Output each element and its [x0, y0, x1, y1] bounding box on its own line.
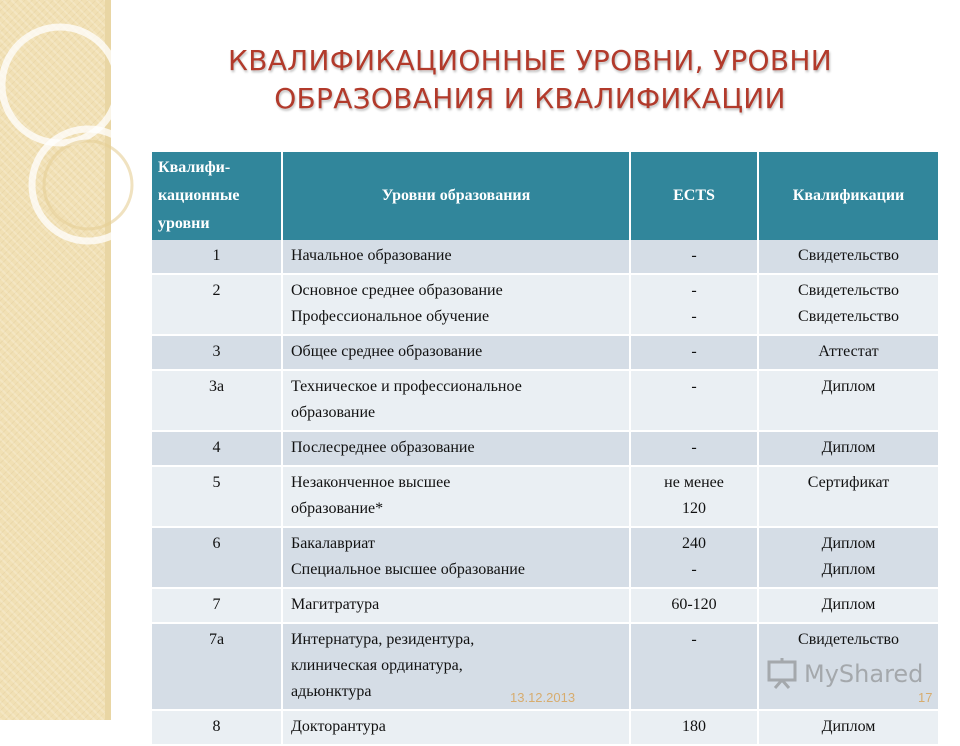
slide-page-number: 17 [918, 690, 933, 705]
education-line: образование [291, 404, 376, 421]
presentation-board-icon [766, 658, 798, 690]
cell-qualification [758, 466, 938, 527]
table-row [152, 240, 938, 274]
cell-level: 1 [152, 240, 282, 274]
table-header-row [152, 152, 938, 240]
slide-date: 13.12.2013 [510, 690, 576, 705]
qualification-line: Свидетельство [798, 282, 899, 299]
cell-ects [630, 431, 758, 466]
education-line: Незаконченное высшее [291, 474, 451, 491]
cell-education [282, 370, 630, 431]
qualification-line: Свидетельство [798, 247, 899, 264]
ects-line: 180 [682, 718, 706, 735]
cell-education [282, 588, 630, 623]
slide-title [150, 42, 910, 118]
education-line: Общее среднее образование [291, 343, 483, 360]
education-line: адьюнктура [291, 683, 372, 700]
qualification-line: Сертификат [807, 474, 890, 491]
table-row [152, 710, 938, 745]
cell-level: 2 [152, 274, 282, 335]
cell-qualification [758, 431, 938, 466]
education-line: Основное среднее образование [291, 282, 503, 299]
ects-line: 60-120 [671, 596, 717, 613]
table-row [152, 527, 938, 588]
cell-level: 7 [152, 588, 282, 623]
cell-qualification [758, 370, 938, 431]
cell-qualification [758, 240, 938, 274]
qualification-line: Диплом [821, 718, 876, 735]
qualification-line: Диплом [821, 535, 876, 552]
cell-ects [630, 527, 758, 588]
cell-level: 6 [152, 527, 282, 588]
cell-ects [630, 274, 758, 335]
cell-level: 4 [152, 431, 282, 466]
ects-line: - [691, 343, 697, 360]
ring-upper [2, 27, 118, 143]
watermark [766, 656, 923, 692]
table-row [152, 335, 938, 370]
education-line: образование* [291, 500, 384, 517]
table-row [152, 274, 938, 335]
qualification-line: Аттестат [818, 343, 879, 360]
cell-ects [630, 588, 758, 623]
education-line: Профессиональное обучение [291, 308, 490, 325]
cell-qualification [758, 274, 938, 335]
cell-education [282, 710, 630, 745]
cell-qualification [758, 588, 938, 623]
cell-ects [630, 710, 758, 745]
cell-education [282, 466, 630, 527]
cell-ects [630, 240, 758, 274]
cell-ects [630, 370, 758, 431]
table-row [152, 588, 938, 623]
header-levels-line-3: уровни [158, 215, 210, 232]
qualification-line: Диплом [821, 439, 876, 456]
cell-education [282, 623, 630, 710]
cell-level: 3а [152, 370, 282, 431]
ring-lower [32, 129, 140, 241]
decorative-rings [0, 0, 140, 330]
ring-lower-inner [44, 141, 132, 229]
cell-level: 5 [152, 466, 282, 527]
header-levels [152, 152, 282, 240]
ects-line: - [691, 247, 697, 264]
qualification-line: Диплом [821, 561, 876, 578]
education-line: Послесреднее образование [291, 439, 475, 456]
header-qualification: Квалификации [758, 152, 938, 240]
ects-line: - [691, 308, 697, 325]
cell-ects [630, 335, 758, 370]
education-line: Техническое и профессиональное [291, 378, 522, 395]
cell-education [282, 240, 630, 274]
cell-qualification [758, 527, 938, 588]
ects-line: - [691, 378, 697, 395]
cell-qualification [758, 335, 938, 370]
cell-qualification [758, 710, 938, 745]
education-line: Начальное образование [291, 247, 452, 264]
cell-level: 8 [152, 710, 282, 745]
ects-line: не менее [664, 474, 724, 491]
title-line-2: ОБРАЗОВАНИЯ И КВАЛИФИКАЦИИ [274, 82, 786, 115]
ects-line: 240 [682, 535, 706, 552]
header-levels-line-2: кационные [158, 187, 240, 204]
table-row [152, 431, 938, 466]
table-row [152, 466, 938, 527]
cell-education [282, 274, 630, 335]
cell-education [282, 335, 630, 370]
ects-line: - [691, 439, 697, 456]
education-line: Докторантура [291, 718, 386, 735]
watermark-text: MyShared [804, 660, 924, 688]
qualification-line: Свидетельство [798, 631, 899, 648]
qualification-line: Свидетельство [798, 308, 899, 325]
education-line: Магитратура [291, 596, 380, 613]
qualification-line: Диплом [821, 596, 876, 613]
education-line: клиническая ординатура, [291, 657, 463, 674]
ects-line: - [691, 561, 697, 578]
education-line: Бакалавриат [291, 535, 375, 552]
ects-line: 120 [682, 500, 706, 517]
header-levels-line-1: Квалифи- [158, 159, 231, 176]
cell-level: 7а [152, 623, 282, 710]
title-line-1: КВАЛИФИКАЦИОННЫЕ УРОВНИ, УРОВНИ [228, 44, 832, 77]
table-row [152, 370, 938, 431]
cell-education [282, 527, 630, 588]
ects-line: - [691, 282, 697, 299]
education-line: Интернатура, резидентура, [291, 631, 475, 648]
ects-line: - [691, 631, 697, 648]
qualification-line: Диплом [821, 378, 876, 395]
cell-level: 3 [152, 335, 282, 370]
cell-ects [630, 466, 758, 527]
cell-ects [630, 623, 758, 710]
education-line: Специальное высшее образование [291, 561, 525, 578]
cell-education [282, 431, 630, 466]
header-education: Уровни образования [282, 152, 630, 240]
header-ects: ECTS [630, 152, 758, 240]
